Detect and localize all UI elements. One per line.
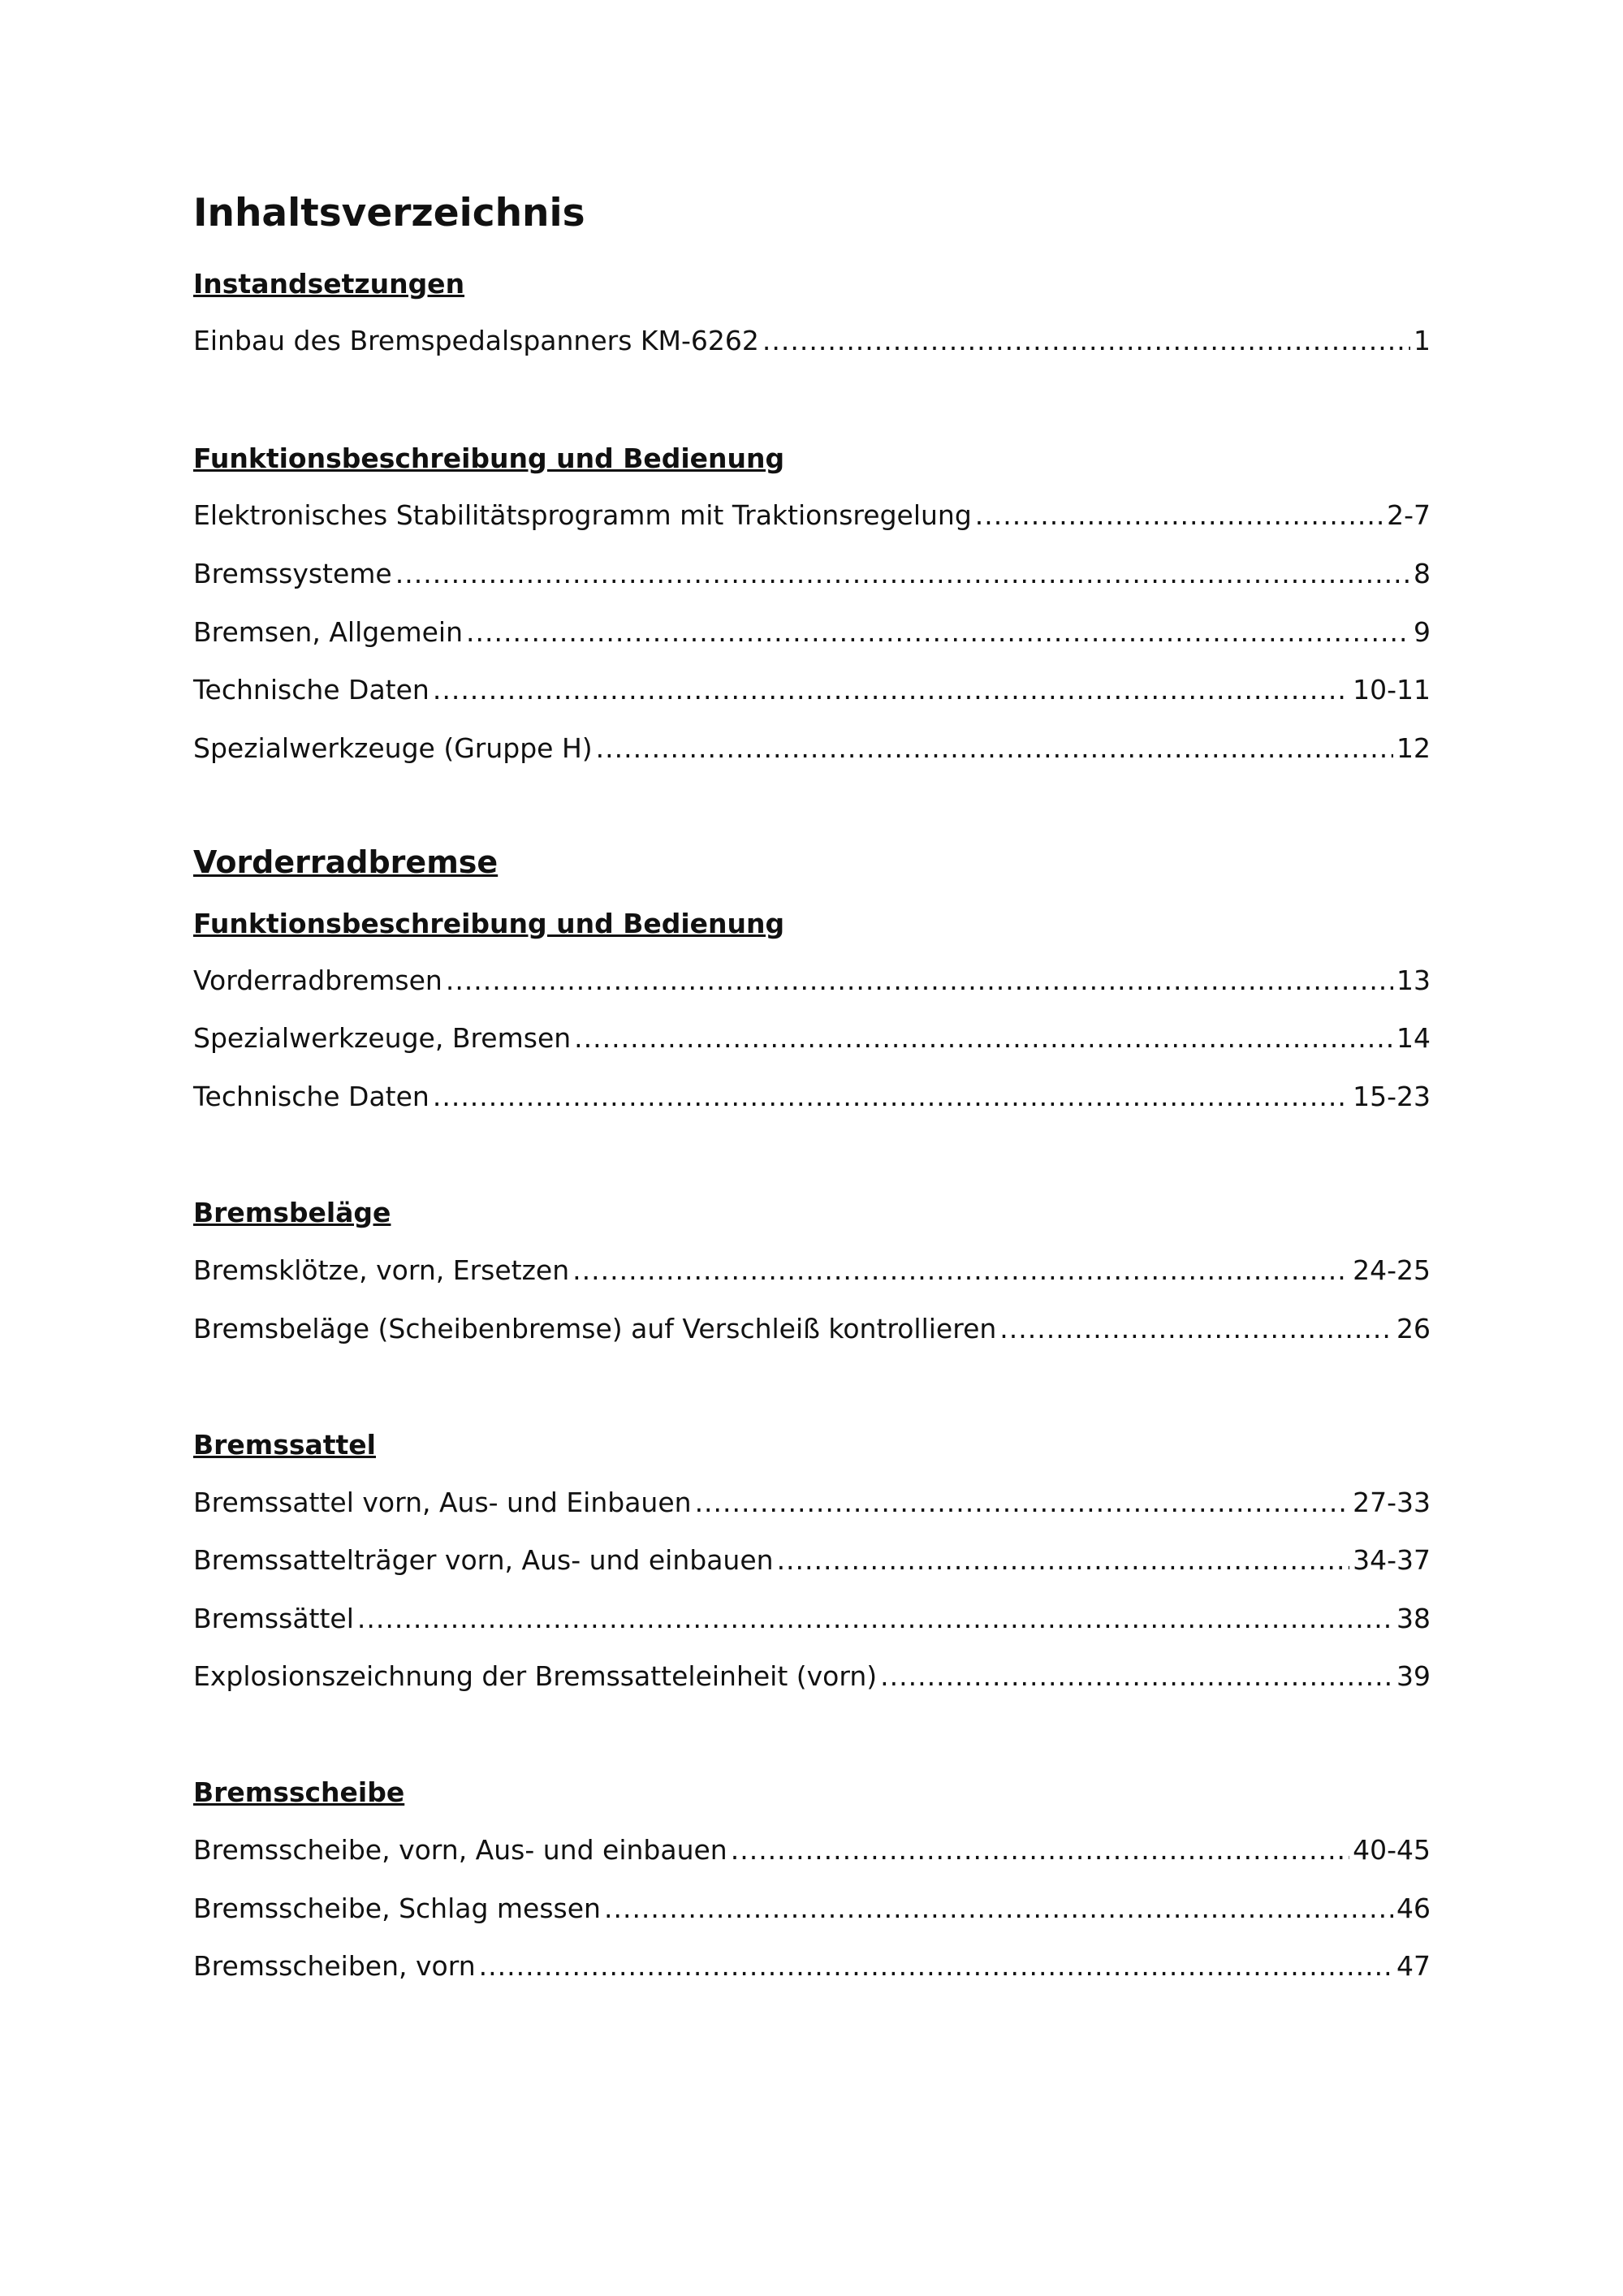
toc-leader-dots: [999, 1313, 1393, 1344]
toc-leader-dots: [572, 1254, 1349, 1286]
toc-leader-dots: [777, 1544, 1350, 1576]
toc-entry-page: 10-11: [1353, 674, 1431, 706]
toc-leader-dots: [574, 1022, 1393, 1054]
toc-entry[interactable]: [193, 965, 1431, 996]
toc-entry-page: 8: [1414, 558, 1431, 589]
toc-entry-label: Elektronisches Stabilitätsprogramm mit Traktionsregelung: [193, 499, 972, 531]
toc-entry[interactable]: [193, 1544, 1431, 1576]
toc-entry[interactable]: [193, 674, 1431, 706]
toc-leader-dots: [479, 1950, 1393, 1982]
section-heading-bremsscheibe: Bremsscheibe: [193, 1776, 405, 1808]
toc-leader-dots: [433, 674, 1349, 706]
toc-entry-page: 24-25: [1353, 1254, 1431, 1286]
toc-leader-dots: [975, 499, 1383, 531]
toc-entry-page: 26: [1396, 1313, 1431, 1344]
toc-entry[interactable]: [193, 1487, 1431, 1518]
toc-leader-dots: [395, 558, 1410, 589]
toc-leader-dots: [357, 1603, 1393, 1634]
section-heading-bremssattel: Bremssattel: [193, 1429, 376, 1461]
toc-leader-dots: [695, 1487, 1350, 1518]
toc-entry-label: Bremssattel vorn, Aus- und Einbauen: [193, 1487, 692, 1518]
toc-entry[interactable]: [193, 499, 1431, 531]
toc-entry-label: Bremsbeläge (Scheibenbremse) auf Verschleiß kontrollieren: [193, 1313, 997, 1344]
toc-entry[interactable]: [193, 1950, 1431, 1982]
toc-entry-label: Bremsscheibe, vorn, Aus- und einbauen: [193, 1834, 727, 1866]
section-heading-bremsbelaege: Bremsbeläge: [193, 1197, 391, 1228]
toc-entry[interactable]: [193, 1081, 1431, 1112]
toc-entry-page: 12: [1396, 732, 1431, 764]
toc-entry-page: 40-45: [1353, 1834, 1431, 1866]
toc-leader-dots: [762, 325, 1410, 356]
toc-entry[interactable]: [193, 616, 1431, 648]
toc-entry[interactable]: [193, 1022, 1431, 1054]
toc-entry-page: 46: [1396, 1892, 1431, 1924]
toc-leader-dots: [596, 732, 1393, 764]
toc-entry-page: 39: [1396, 1660, 1431, 1692]
toc-leader-dots: [880, 1660, 1393, 1692]
toc-entry-page: 13: [1396, 965, 1431, 996]
toc-entry[interactable]: [193, 1660, 1431, 1692]
toc-entry-page: 15-23: [1353, 1081, 1431, 1112]
toc-entry[interactable]: [193, 1892, 1431, 1924]
toc-entry-page: 38: [1396, 1603, 1431, 1634]
toc-entry-label: Technische Daten: [193, 1081, 429, 1112]
toc-entry[interactable]: [193, 1313, 1431, 1344]
toc-entry[interactable]: [193, 1834, 1431, 1866]
toc-entry-page: 2-7: [1387, 499, 1431, 531]
toc-entry-label: Bremsscheiben, vorn: [193, 1950, 476, 1982]
toc-entry-label: Bremsen, Allgemein: [193, 616, 464, 648]
toc-entry-label: Spezialwerkzeuge (Gruppe H): [193, 732, 593, 764]
toc-leader-dots: [446, 965, 1393, 996]
toc-entry-label: Explosionszeichnung der Bremssatteleinheit (vorn): [193, 1660, 878, 1692]
toc-entry-page: 1: [1414, 325, 1431, 356]
toc-entry[interactable]: [193, 1603, 1431, 1634]
toc-entry-page: 14: [1396, 1022, 1431, 1054]
toc-entry-page: 9: [1414, 616, 1431, 648]
toc-entry-label: Bremssattelträger vorn, Aus- und einbauen: [193, 1544, 774, 1576]
toc-entry[interactable]: [193, 558, 1431, 589]
toc-entry-page: 27-33: [1353, 1487, 1431, 1518]
toc-entry-page: 34-37: [1353, 1544, 1431, 1576]
toc-entry-label: Bremssättel: [193, 1603, 354, 1634]
toc-entry-label: Einbau des Bremspedalspanners KM-6262: [193, 325, 759, 356]
toc-leader-dots: [604, 1892, 1393, 1924]
toc-leader-dots: [731, 1834, 1349, 1866]
section-heading-instandsetzungen: Instandsetzungen: [193, 268, 465, 300]
toc-entry-page: 47: [1396, 1950, 1431, 1982]
toc-entry-label: Bremsklötze, vorn, Ersetzen: [193, 1254, 570, 1286]
toc-entry-label: Vorderradbremsen: [193, 965, 442, 996]
toc-entry[interactable]: [193, 325, 1431, 356]
toc-leader-dots: [433, 1081, 1349, 1112]
toc-entry[interactable]: [193, 1254, 1431, 1286]
toc-entry[interactable]: [193, 732, 1431, 764]
chapter-heading-vorderradbremse: Vorderradbremse: [193, 844, 499, 880]
toc-entry-label: Bremssysteme: [193, 558, 392, 589]
toc-leader-dots: [466, 616, 1410, 648]
section-heading-funktion: Funktionsbeschreibung und Bedienung: [193, 442, 785, 474]
page-title: Inhaltsverzeichnis: [193, 191, 585, 235]
toc-entry-label: Bremsscheibe, Schlag messen: [193, 1892, 601, 1924]
toc-entry-label: Technische Daten: [193, 674, 429, 706]
toc-entry-label: Spezialwerkzeuge, Bremsen: [193, 1022, 572, 1054]
section-heading-funktion: Funktionsbeschreibung und Bedienung: [193, 908, 785, 939]
